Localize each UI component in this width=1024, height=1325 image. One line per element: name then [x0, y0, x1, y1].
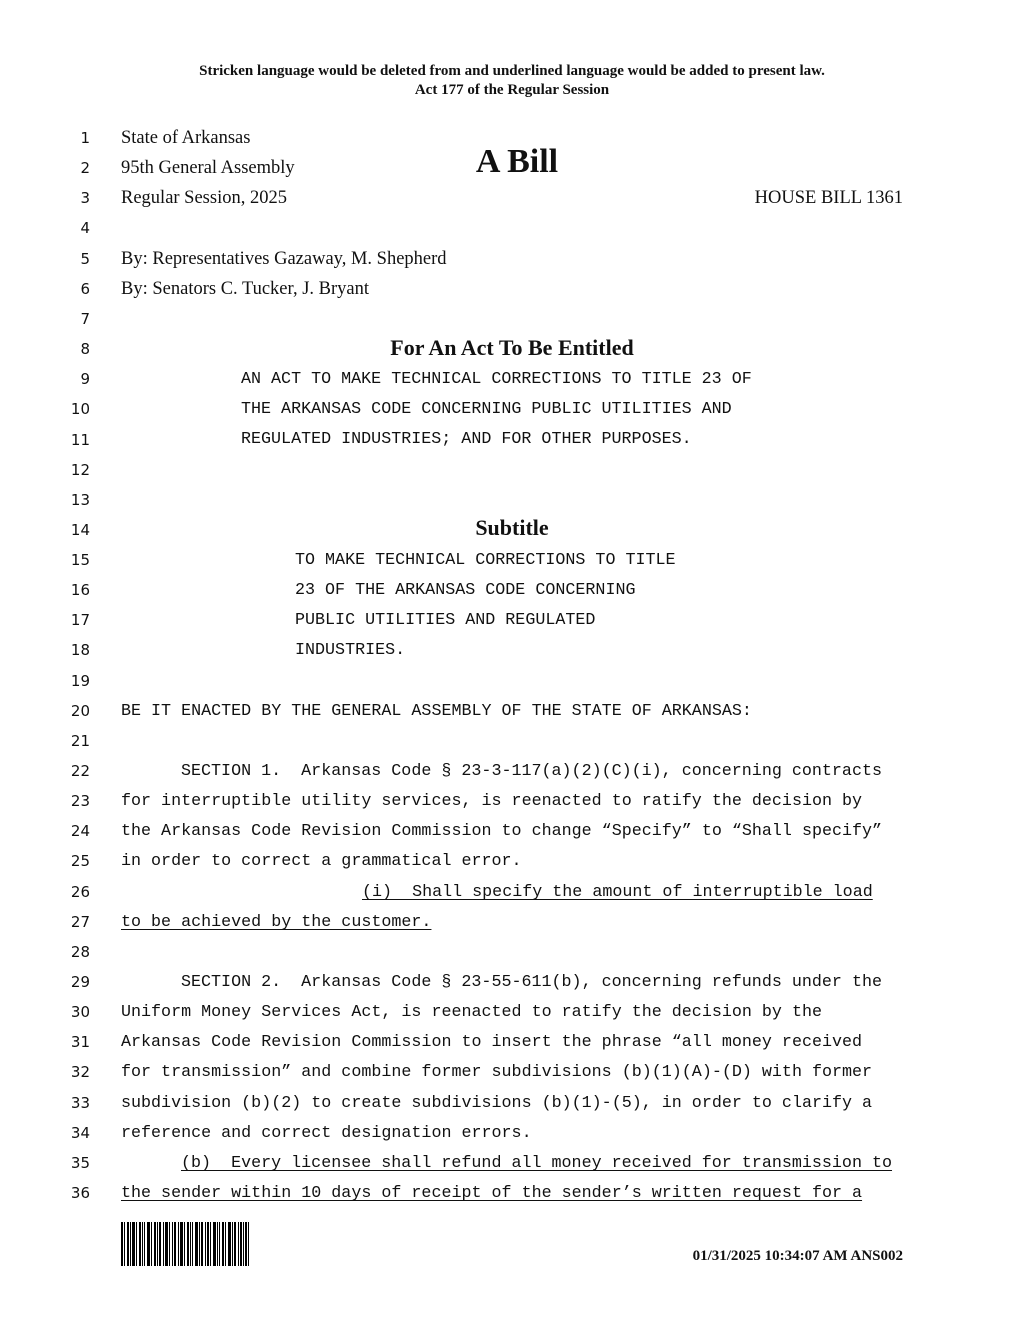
document-title: A Bill: [475, 143, 559, 180]
line-number: 33: [70, 1094, 90, 1112]
line-number: 19: [70, 672, 90, 690]
line-number: 24: [70, 822, 90, 840]
section-2-line: reference and correct designation errors.: [121, 1124, 532, 1143]
subtitle-line: PUBLIC UTILITIES AND REGULATED: [295, 611, 596, 630]
amendment-notice: [0, 62, 1024, 100]
barcode-image: [121, 1222, 249, 1266]
section-2-line: Arkansas Code Revision Commission to insert the phrase “all money received: [121, 1033, 863, 1052]
line-number: 32: [70, 1063, 90, 1081]
subtitle-line: 23 OF THE ARKANSAS CODE CONCERNING: [295, 581, 636, 600]
act-title-line: AN ACT TO MAKE TECHNICAL CORRECTIONS TO TITLE 23 OF: [241, 370, 752, 389]
subtitle-heading: Subtitle: [475, 515, 549, 540]
footer-timestamp: 01/31/2025 10:34:07 AM ANS002: [692, 1248, 903, 1264]
line-number: 4: [80, 219, 90, 237]
section-1-line: the Arkansas Code Revision Commission to change “Specify” to “Shall specify”: [121, 822, 883, 841]
line-number: 3: [80, 189, 90, 207]
notice-line-1: Stricken language would be deleted from and underlined language would be added to present law.: [199, 63, 825, 79]
line-number: 2: [80, 159, 90, 177]
session-name: Regular Session, 2025: [121, 188, 287, 208]
notice-line-2: Act 177 of the Regular Session: [414, 82, 610, 98]
line-number: 18: [70, 641, 90, 659]
line-number: 14: [70, 521, 90, 539]
line-number: 23: [70, 792, 90, 810]
line-number: 12: [70, 461, 90, 479]
section-2-line: Uniform Money Services Act, is reenacted to ratify the decision by the: [121, 1003, 822, 1022]
line-number: 6: [80, 280, 90, 298]
section-2-added-text: the sender within 10 days of receipt of the sender’s written request for a: [121, 1184, 863, 1203]
general-assembly: 95th General Assembly: [121, 158, 295, 178]
line-number: 25: [70, 852, 90, 870]
line-number: 13: [70, 491, 90, 509]
section-1-added-text: (i) Shall specify the amount of interruptible load: [362, 883, 873, 902]
line-number: 8: [80, 340, 90, 358]
line-number: 17: [70, 611, 90, 629]
line-number: 36: [70, 1184, 90, 1202]
state-name: State of Arkansas: [121, 128, 251, 148]
senators-sponsors: By: Senators C. Tucker, J. Bryant: [121, 279, 369, 299]
subtitle-line: INDUSTRIES.: [295, 641, 406, 660]
line-number: 29: [70, 973, 90, 991]
line-number: 20: [70, 702, 90, 720]
line-number: 26: [70, 883, 90, 901]
line-number: 22: [70, 762, 90, 780]
line-number: 27: [70, 913, 90, 931]
enacting-clause: BE IT ENACTED BY THE GENERAL ASSEMBLY OF THE STATE OF ARKANSAS:: [121, 702, 752, 721]
section-1-line: for interruptible utility services, is reenacted to ratify the decision by: [121, 792, 863, 811]
line-number: 28: [70, 943, 90, 961]
section-1-line: in order to correct a grammatical error.: [121, 852, 522, 871]
act-title-heading: For An Act To Be Entitled: [390, 335, 634, 360]
section-1-line: SECTION 1. Arkansas Code § 23-3-117(a)(2)(C)(i), concerning contracts: [181, 762, 882, 781]
line-number: 15: [70, 551, 90, 569]
line-number: 30: [70, 1003, 90, 1021]
act-title-line: REGULATED INDUSTRIES; AND FOR OTHER PURPOSES.: [241, 430, 692, 449]
section-1-added-text: to be achieved by the customer.: [121, 913, 432, 932]
act-title-line: THE ARKANSAS CODE CONCERNING PUBLIC UTILITIES AND: [241, 400, 732, 419]
line-number: 5: [80, 250, 90, 268]
line-number: 31: [70, 1033, 90, 1051]
line-number: 10: [70, 400, 90, 418]
line-number: 21: [70, 732, 90, 750]
line-number: 35: [70, 1154, 90, 1172]
line-number: 9: [80, 370, 90, 388]
bill-number: HOUSE BILL 1361: [754, 188, 903, 208]
section-2-added-text: (b) Every licensee shall refund all money received for transmission to: [181, 1154, 893, 1173]
line-number: 16: [70, 581, 90, 599]
section-2-line: SECTION 2. Arkansas Code § 23-55-611(b), concerning refunds under the: [181, 973, 882, 992]
subtitle-line: TO MAKE TECHNICAL CORRECTIONS TO TITLE: [295, 551, 676, 570]
line-number: 34: [70, 1124, 90, 1142]
line-number: 7: [80, 310, 90, 328]
section-2-line: subdivision (b)(2) to create subdivisions (b)(1)-(5), in order to clarify a: [121, 1094, 873, 1113]
representatives-sponsors: By: Representatives Gazaway, M. Shepherd: [121, 249, 447, 269]
line-number: 11: [70, 431, 90, 449]
section-2-line: for transmission” and combine former subdivisions (b)(1)(A)-(D) with former: [121, 1063, 873, 1082]
line-number: 1: [80, 129, 90, 147]
